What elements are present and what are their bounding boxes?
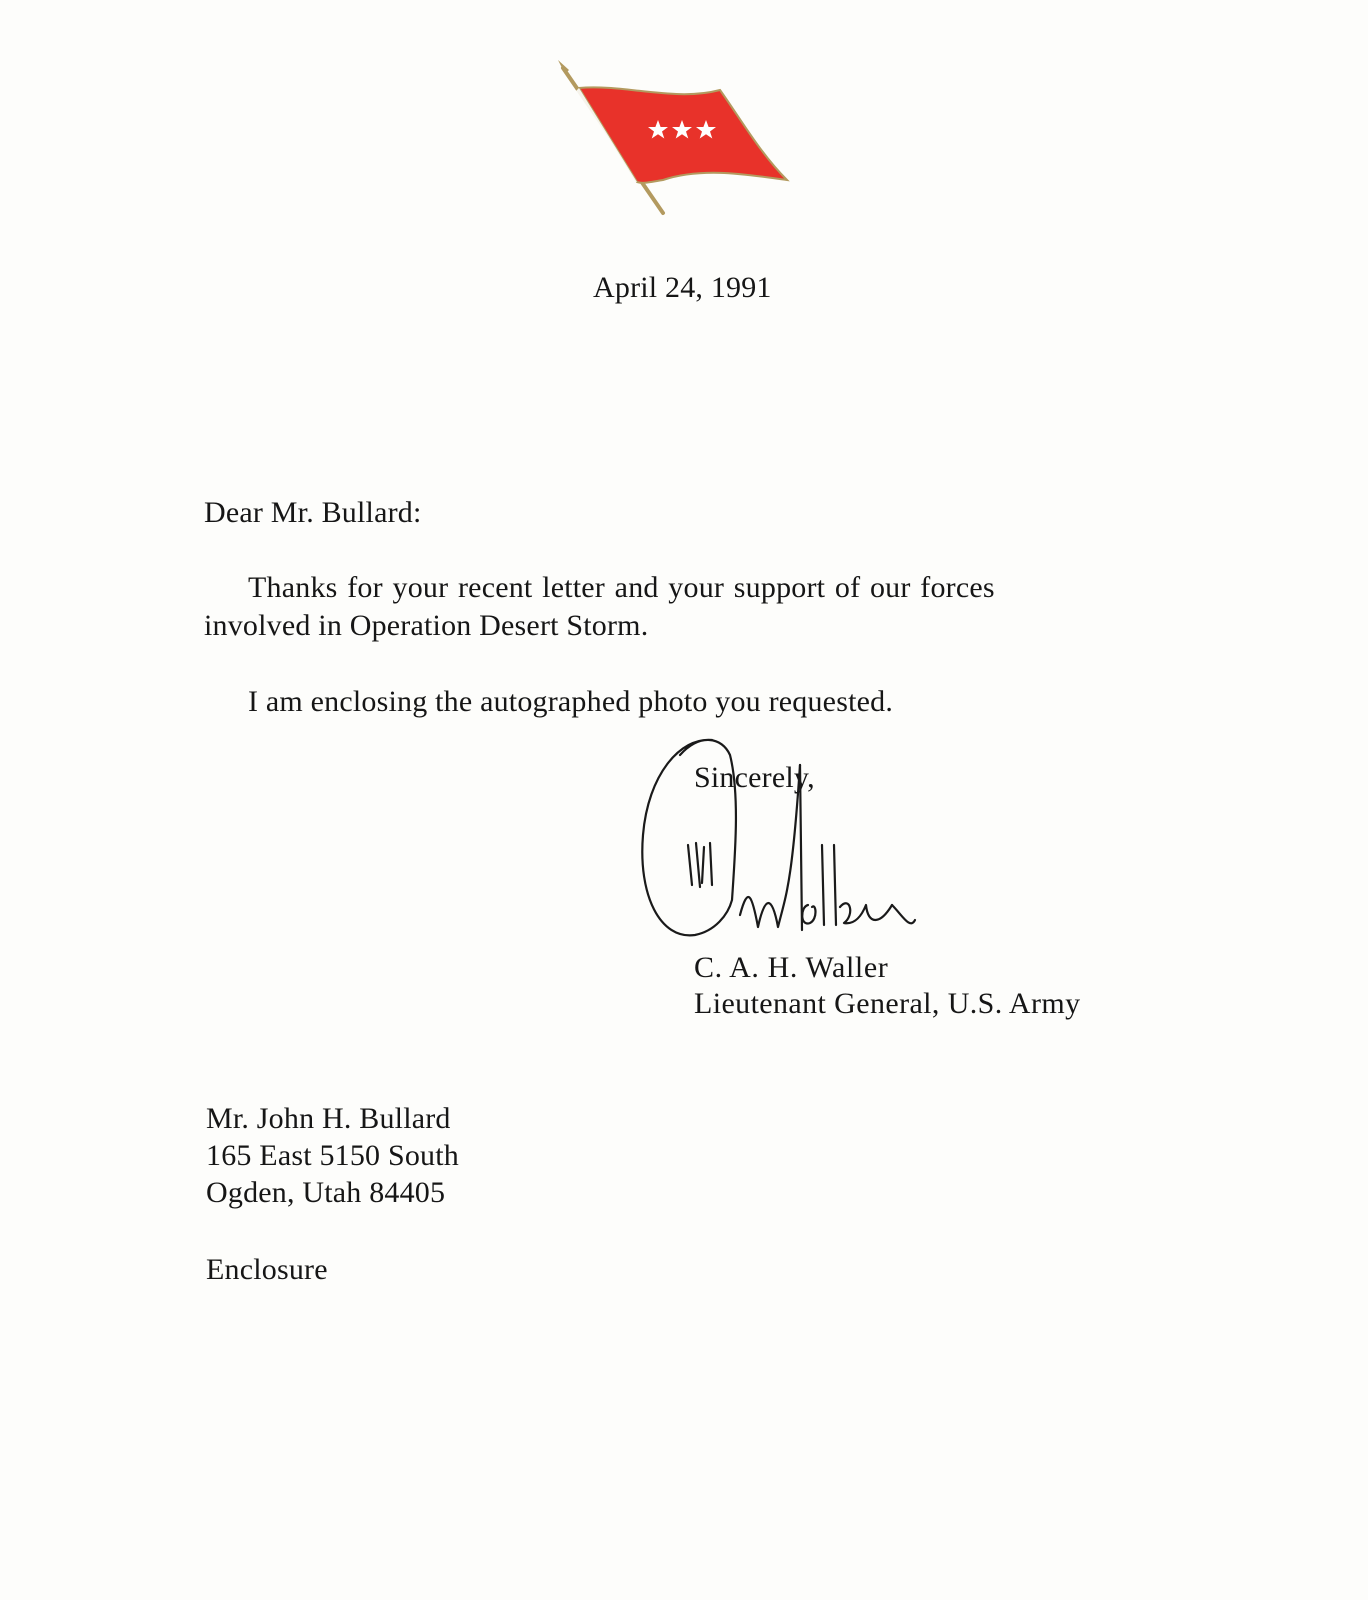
enclosure-note: Enclosure <box>206 1253 328 1286</box>
recipient-street: 165 East 5150 South <box>206 1139 459 1172</box>
body-paragraph-1-line-1: Thanks for your recent letter and your support of our forces <box>248 571 995 604</box>
letter-date: April 24, 1991 <box>593 271 772 304</box>
signer-title: Lieutenant General, U.S. Army <box>694 987 1081 1020</box>
body-paragraph-1-line-2: involved in Operation Desert Storm. <box>204 609 649 642</box>
handwritten-signature <box>640 735 940 960</box>
closing: Sincerely, <box>694 761 815 794</box>
body-paragraph-2: I am enclosing the autographed photo you requested. <box>248 685 894 718</box>
recipient-city-state-zip: Ogden, Utah 84405 <box>206 1176 446 1209</box>
signer-name: C. A. H. Waller <box>694 951 889 984</box>
salutation: Dear Mr. Bullard: <box>204 496 422 529</box>
three-star-general-flag-icon <box>555 58 795 223</box>
recipient-name: Mr. John H. Bullard <box>206 1102 451 1135</box>
